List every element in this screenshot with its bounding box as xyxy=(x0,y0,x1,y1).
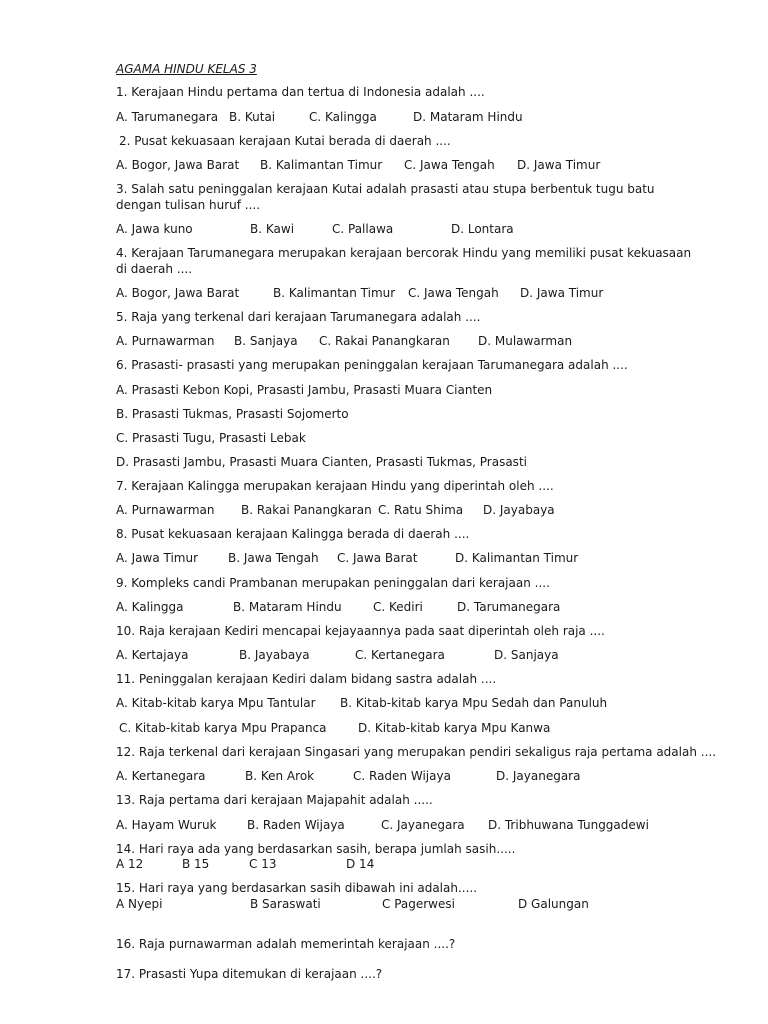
question-2: 2. Pusat kekuasaan kerajaan Kutai berada di daerah .... xyxy=(119,134,451,148)
q11-option-a: A. Kitab-kitab karya Mpu Tantular xyxy=(116,696,316,710)
q13-option-d: D. Tribhuwana Tunggadewi xyxy=(488,818,649,832)
q5-option-b: B. Sanjaya xyxy=(234,334,298,348)
q11-option-b: B. Kitab-kitab karya Mpu Sedah dan Panuluh xyxy=(340,696,608,710)
q4-option-c: C. Jawa Tengah xyxy=(408,286,499,300)
q14-option-c: C 13 xyxy=(249,857,277,871)
q6-option-a: A. Prasasti Kebon Kopi, Prasasti Jambu, Prasasti Muara Cianten xyxy=(116,383,493,397)
q13-option-a: A. Hayam Wuruk xyxy=(116,818,217,832)
q6-option-b: B. Prasasti Tukmas, Prasasti Sojomerto xyxy=(116,407,349,421)
question-15: 15. Hari raya yang berdasarkan sasih dibawah ini adalah..... xyxy=(116,881,478,895)
q12-option-a: A. Kertanegara xyxy=(116,769,206,783)
q5-option-a: A. Purnawarman xyxy=(116,334,215,348)
q3-option-b: B. Kawi xyxy=(250,222,295,236)
q6-option-c: C. Prasasti Tugu, Prasasti Lebak xyxy=(116,431,306,445)
q3-option-d: D. Lontara xyxy=(451,222,514,236)
question-6: 6. Prasasti- prasasti yang merupakan peninggalan kerajaan Tarumanegara adalah .... xyxy=(116,358,628,372)
q14-option-a: A 12 xyxy=(116,857,144,871)
q4-option-a: A. Bogor, Jawa Barat xyxy=(116,286,240,300)
q7-option-b: B. Rakai Panangkaran xyxy=(241,503,372,517)
q8-option-c: C. Jawa Barat xyxy=(337,551,418,565)
question-8: 8. Pusat kekuasaan kerajaan Kalingga berada di daerah .... xyxy=(116,527,470,541)
q7-option-d: D. Jayabaya xyxy=(483,503,555,517)
q10-option-c: C. Kertanegara xyxy=(355,648,445,662)
q2-option-a: A. Bogor, Jawa Barat xyxy=(116,158,240,172)
q2-option-b: B. Kalimantan Timur xyxy=(260,158,383,172)
question-10: 10. Raja kerajaan Kediri mencapai kejayaannya pada saat diperintah oleh raja .... xyxy=(116,624,605,638)
page-title: AGAMA HINDU KELAS 3 xyxy=(116,62,257,76)
q7-option-c: C. Ratu Shima xyxy=(378,503,464,517)
question-11: 11. Peninggalan kerajaan Kediri dalam bidang sastra adalah .... xyxy=(116,672,497,686)
q15-option-c: C Pagerwesi xyxy=(382,897,455,911)
q15-option-d: D Galungan xyxy=(518,897,589,911)
q9-option-b: B. Mataram Hindu xyxy=(233,600,342,614)
q2-option-d: D. Jawa Timur xyxy=(517,158,601,172)
question-5: 5. Raja yang terkenal dari kerajaan Tarumanegara adalah .... xyxy=(116,310,481,324)
q15-option-a: A Nyepi xyxy=(116,897,163,911)
question-4: 4. Kerajaan Tarumanegara merupakan kerajaan bercorak Hindu yang memiliki pusat kekuasaan di daerah .... xyxy=(116,246,692,276)
q14-option-b: B 15 xyxy=(182,857,210,871)
q12-option-c: C. Raden Wijaya xyxy=(353,769,451,783)
q4-option-b: B. Kalimantan Timur xyxy=(273,286,396,300)
q1-option-b: B. Kutai xyxy=(229,110,276,124)
q10-option-a: A. Kertajaya xyxy=(116,648,189,662)
q2-option-c: C. Jawa Tengah xyxy=(404,158,495,172)
q8-option-a: A. Jawa Timur xyxy=(116,551,199,565)
question-7: 7. Kerajaan Kalingga merupakan kerajaan Hindu yang diperintah oleh .... xyxy=(116,479,554,493)
q8-option-b: B. Jawa Tengah xyxy=(228,551,319,565)
q5-option-c: C. Rakai Panangkaran xyxy=(319,334,450,348)
q13-option-b: B. Raden Wijaya xyxy=(247,818,345,832)
question-9: 9. Kompleks candi Prambanan merupakan peninggalan dari kerajaan .... xyxy=(116,576,550,590)
q1-option-d: D. Mataram Hindu xyxy=(413,110,523,124)
q1-option-c: C. Kalingga xyxy=(309,110,377,124)
q14-option-d: D 14 xyxy=(346,857,375,871)
q9-option-c: C. Kediri xyxy=(373,600,423,614)
q12-option-d: D. Jayanegara xyxy=(496,769,581,783)
q11-option-c: C. Kitab-kitab karya Mpu Prapanca xyxy=(119,721,327,735)
q6-option-d: D. Prasasti Jambu, Prasasti Muara Cianten, Prasasti Tukmas, Prasasti xyxy=(116,455,527,469)
question-1: 1. Kerajaan Hindu pertama dan tertua di Indonesia adalah .... xyxy=(116,85,485,99)
question-14: 14. Hari raya ada yang berdasarkan sasih, berapa jumlah sasih..... xyxy=(116,842,516,856)
question-13: 13. Raja pertama dari kerajaan Majapahit adalah ..... xyxy=(116,793,433,807)
q15-option-b: B Saraswati xyxy=(250,897,321,911)
q11-option-d: D. Kitab-kitab karya Mpu Kanwa xyxy=(358,721,551,735)
q13-option-c: C. Jayanegara xyxy=(381,818,465,832)
q1-option-a: A. Tarumanegara xyxy=(116,110,219,124)
q12-option-b: B. Ken Arok xyxy=(245,769,315,783)
q10-option-b: B. Jayabaya xyxy=(239,648,310,662)
q3-option-c: C. Pallawa xyxy=(332,222,394,236)
q9-option-d: D. Tarumanegara xyxy=(457,600,561,614)
q5-option-d: D. Mulawarman xyxy=(478,334,573,348)
q3-option-a: A. Jawa kuno xyxy=(116,222,193,236)
question-3: 3. Salah satu peninggalan kerajaan Kutai adalah prasasti atau stupa berbentuk tugu batu dengan tulisan huruf .... xyxy=(116,182,655,212)
q8-option-d: D. Kalimantan Timur xyxy=(455,551,579,565)
question-16: 16. Raja purnawarman adalah memerintah kerajaan ....? xyxy=(116,937,456,951)
q7-option-a: A. Purnawarman xyxy=(116,503,215,517)
question-17: 17. Prasasti Yupa ditemukan di kerajaan ....? xyxy=(116,967,383,981)
q4-option-d: D. Jawa Timur xyxy=(520,286,604,300)
question-12: 12. Raja terkenal dari kerajaan Singasari yang merupakan pendiri sekaligus raja pertama adalah .... xyxy=(116,745,717,759)
q10-option-d: D. Sanjaya xyxy=(494,648,559,662)
q9-option-a: A. Kalingga xyxy=(116,600,184,614)
